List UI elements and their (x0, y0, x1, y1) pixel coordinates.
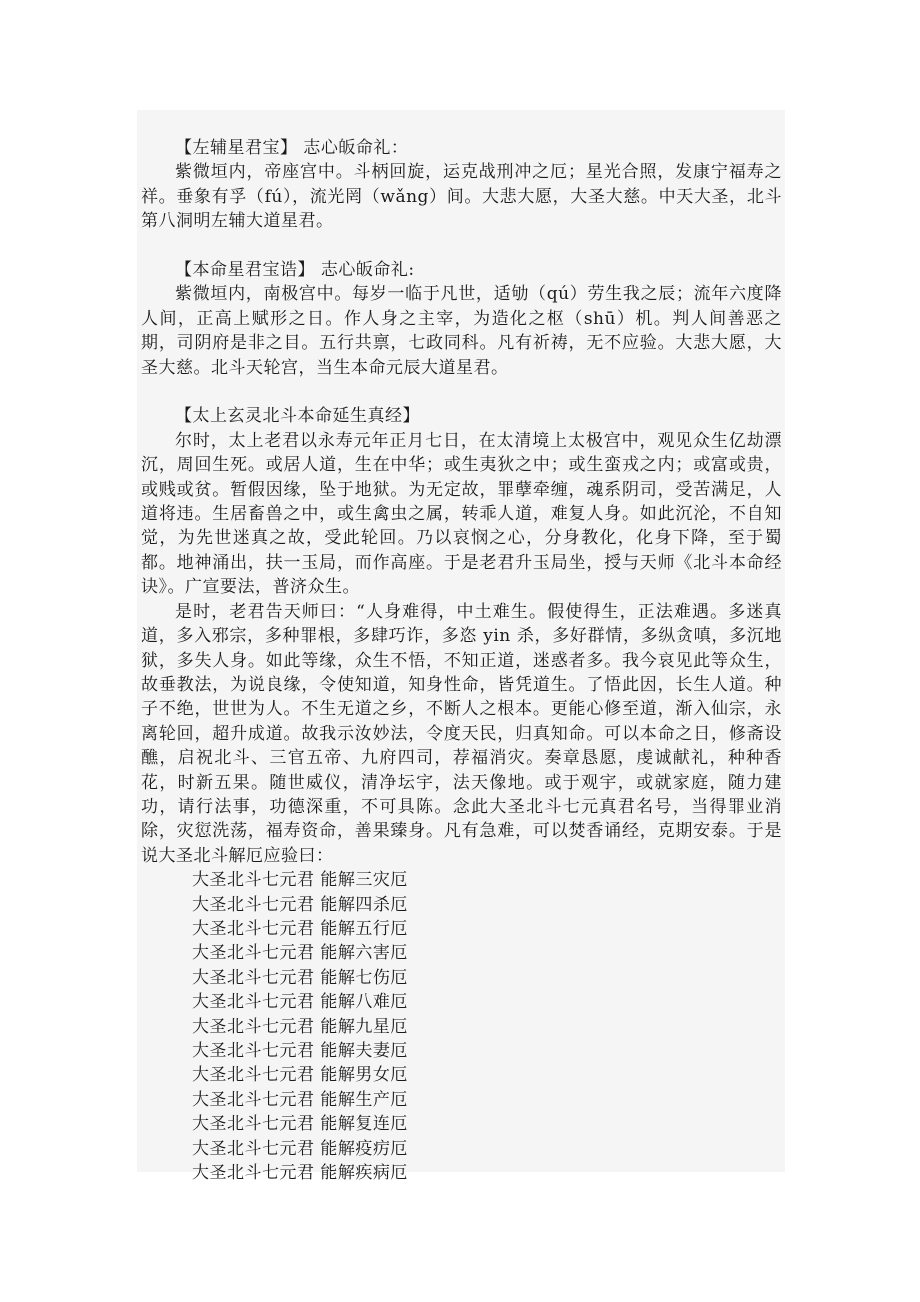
litany-line: 大圣北斗七元君 能解三灾厄 (192, 870, 408, 891)
section-heading-scripture: 【太上玄灵北斗本命延生真经】 (175, 406, 420, 427)
document-page (137, 110, 785, 1184)
litany-line: 大圣北斗七元君 能解疫疠厄 (192, 1138, 408, 1159)
paragraph-zuofu: 紫微垣内，帝座宫中。斗柄回旋，运克战刑冲之厄；星光合照，发康宁福寿之祥。垂象有孚（fú），流光罔（wǎng）间。大悲大愿，大圣大慈。中天大圣，北斗第八洞明左辅大道星君。 (141, 162, 782, 232)
paragraph-scripture-1: 尔时，太上老君以永寿元年正月七日，在太清境上太极宫中，观见众生亿劫漂沉，周回生死。或居人道，生在中华；或生夷狄之中；或生蛮戎之内；或富或贵，或贱或贫。暂假因缘，坠于地狱。为无定故，罪孽牵缠，魂系阴司，受苦满足，人道将违。生居畜兽之中，或生禽虫之属，转乖人道，难复人身。如此沉沦，不自知觉，为先世迷真之故，受此轮回。乃以哀悯之心，分身教化，化身下降，至于蜀都。地神涌出，扶一玉局，而作高座。于是老君升玉局坐，授与天师《北斗本命经诀》。广宣要法，普济众生。 (141, 430, 782, 598)
section-heading-benming: 【本命星君宝诰】 志心皈命礼: (175, 260, 415, 281)
litany-line: 大圣北斗七元君 能解夫妻厄 (192, 1041, 408, 1061)
litany-line: 大圣北斗七元君 能解六害厄 (192, 943, 408, 964)
blank-line (141, 380, 782, 404)
litany-line: 大圣北斗七元君 能解疾病厄 (192, 1163, 408, 1184)
paragraph-scripture-2: 是时，老君告天师曰：“人身难得，中土难生。假使得生，正法难遇。多迷真道，多入邪宗，多种罪根，多肆巧诈，多恣 yin 杀，多好群情，多纵贪嗔，多沉地狱，多失人身。如此等缘，众生不悟，不知正道，迷惑者多。我今哀见此等众生，故垂教法，为说良缘，令使知道，知身性命，皆凭道生。了悟此因，长生人道。种子不绝，世世为人。不生无道之乡，不断人之根本。更能心修至道，渐入仙宗，永离轮回，超升成道。故我示汝妙法，令度天民，归真知命。可以本命之日，修斋设醮，启祝北斗、三官五帝、九府四司，荐福消灾。奏章恳愿，虔诚献礼，种种香花，时新五果。随世威仪，清净坛宇，法天像地。或于观宇，或就家庭，随力建功，请行法事，功德深重，不可具陈。念此大圣北斗七元真君名号，当得罪业消除，灾愆洗荡，福寿资命，善果臻身。凡有急难，可以焚香诵经，克期安泰。于是说大圣北斗解厄应验曰： (141, 601, 782, 866)
litany-line: 大圣北斗七元君 能解九星厄 (192, 1016, 408, 1037)
section-heading-zuofu: 【左辅星君宝】 志心皈命礼： (175, 138, 409, 158)
litany-line: 大圣北斗七元君 能解生产厄 (192, 1089, 408, 1110)
litany-line: 大圣北斗七元君 能解七伤厄 (192, 967, 408, 988)
litany-list (141, 868, 782, 1185)
litany-line: 大圣北斗七元君 能解复连厄 (192, 1114, 408, 1135)
paragraph-benming: 紫微垣内，南极宫中。每岁一临于凡世，适劬（qú）劳生我之辰；流年六度降人间，正高上赋形之日。作人身之主宰，为造化之枢（shū）机。判人间善恶之期，司阴府是非之目。五行共禀，七政同科。凡有祈祷，无不应验。大悲大愿，大圣大慈。北斗天轮宫，当生本命元辰大道星君。 (141, 284, 782, 378)
litany-line: 大圣北斗七元君 能解八难厄 (192, 992, 408, 1013)
blank-line (141, 234, 782, 258)
litany-line: 大圣北斗七元君 能解男女厄 (192, 1065, 408, 1086)
litany-line: 大圣北斗七元君 能解四杀厄 (192, 894, 408, 915)
litany-line: 大圣北斗七元君 能解五行厄 (192, 918, 408, 939)
